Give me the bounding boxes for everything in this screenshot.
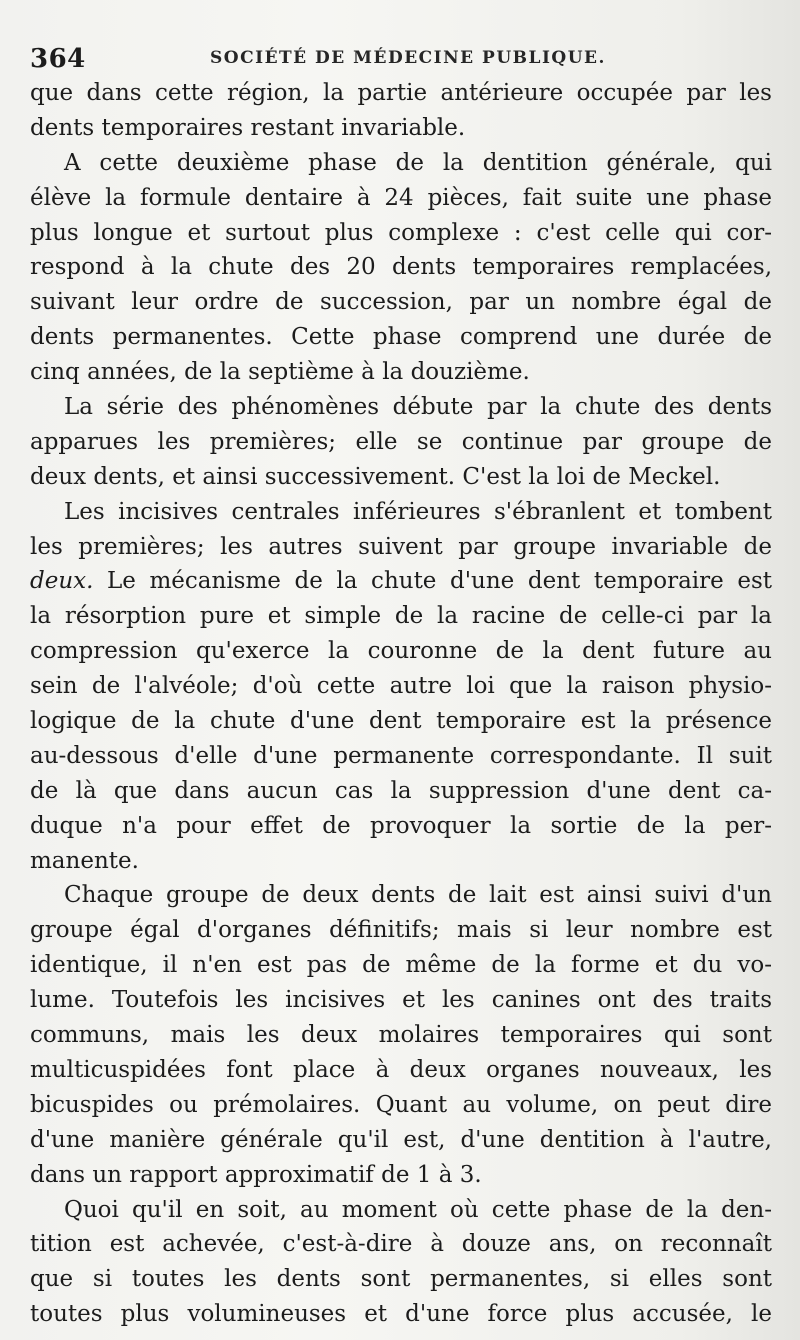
text-line: logique de la chute d'une dent temporaire est la présence (30, 708, 772, 735)
text-line: au-dessous d'elle d'une permanente correspondante. Il suit (30, 742, 772, 769)
text-line: suivant leur ordre de succession, par un nombre égal de (30, 289, 772, 316)
text-line: deux dents, et ainsi successivement. C'est la loi de Meckel. (30, 463, 721, 490)
text-line: bicuspides ou prémolaires. Quant au volume, on peut dire (30, 1091, 772, 1118)
text-line: deux. Le mécanisme de la chute d'une dent temporaire est (30, 568, 772, 595)
text-line: multicuspidées font place à deux organes nouveaux, les (30, 1056, 772, 1083)
text-line: de là que dans aucun cas la suppression d'une dent ca- (30, 777, 772, 804)
text-line: respond à la chute des 20 dents temporaires remplacées, (30, 254, 772, 281)
running-title: SOCIÉTÉ DE MÉDECINE PUBLIQUE. (210, 48, 606, 68)
text-line: la résorption pure et simple de la racine de celle-ci par la (30, 603, 772, 630)
text-line: plus longue et surtout plus complexe : c'est celle qui cor- (30, 219, 772, 246)
text-line: apparues les premières; elle se continue par groupe de (30, 428, 772, 455)
text-line: lume. Toutefois les incisives et les canines ont des traits (30, 987, 772, 1014)
text-line: identique, il n'en est pas de même de la forme et du vo- (30, 952, 772, 979)
text-line: dents permanentes. Cette phase comprend une durée de (30, 324, 772, 351)
text-line: dents temporaires restant invariable. (30, 114, 466, 141)
text-line: tition est achevée, c'est-à-dire à douze ans, on reconnaît (30, 1231, 772, 1258)
text-line: d'une manière générale qu'il est, d'une dentition à l'autre, (30, 1126, 772, 1153)
text-line: A cette deuxième phase de la dentition générale, qui (64, 149, 772, 176)
text-line: duque n'a pour effet de provoquer la sortie de la per- (30, 812, 772, 839)
text-line: cinq années, de la septième à la douzième. (30, 359, 530, 386)
body-text (30, 76, 772, 1332)
text-line: que si toutes les dents sont permanentes, si elles sont (30, 1266, 772, 1293)
text-line: les premières; les autres suivent par groupe invariable de (30, 533, 772, 560)
text-line: manente. (30, 847, 139, 874)
text-line: toutes plus volumineuses et d'une force plus accusée, le (30, 1301, 772, 1328)
text-line: communs, mais les deux molaires temporaires qui sont (30, 1022, 772, 1049)
text-line: Chaque groupe de deux dents de lait est ainsi suivi d'un (64, 882, 772, 909)
text-line: compression qu'exerce la couronne de la dent future au (30, 638, 772, 665)
text-line: élève la formule dentaire à 24 pièces, fait suite une phase (30, 184, 772, 211)
text-line: sein de l'alvéole; d'où cette autre loi que la raison physio- (30, 673, 772, 700)
text-line: Quoi qu'il en soit, au moment où cette phase de la den- (64, 1196, 772, 1223)
text-line: groupe égal d'organes définitifs; mais si leur nombre est (30, 917, 772, 944)
page-number: 364 (30, 44, 86, 74)
text-line: dans un rapport approximatif de 1 à 3. (30, 1161, 482, 1188)
page-header (30, 38, 780, 74)
text-line: Les incisives centrales inférieures s'ébranlent et tombent (64, 498, 772, 525)
text-line: La série des phénomènes débute par la chute des dents (64, 394, 772, 421)
text-line: que dans cette région, la partie antérieure occupée par les (30, 80, 772, 106)
